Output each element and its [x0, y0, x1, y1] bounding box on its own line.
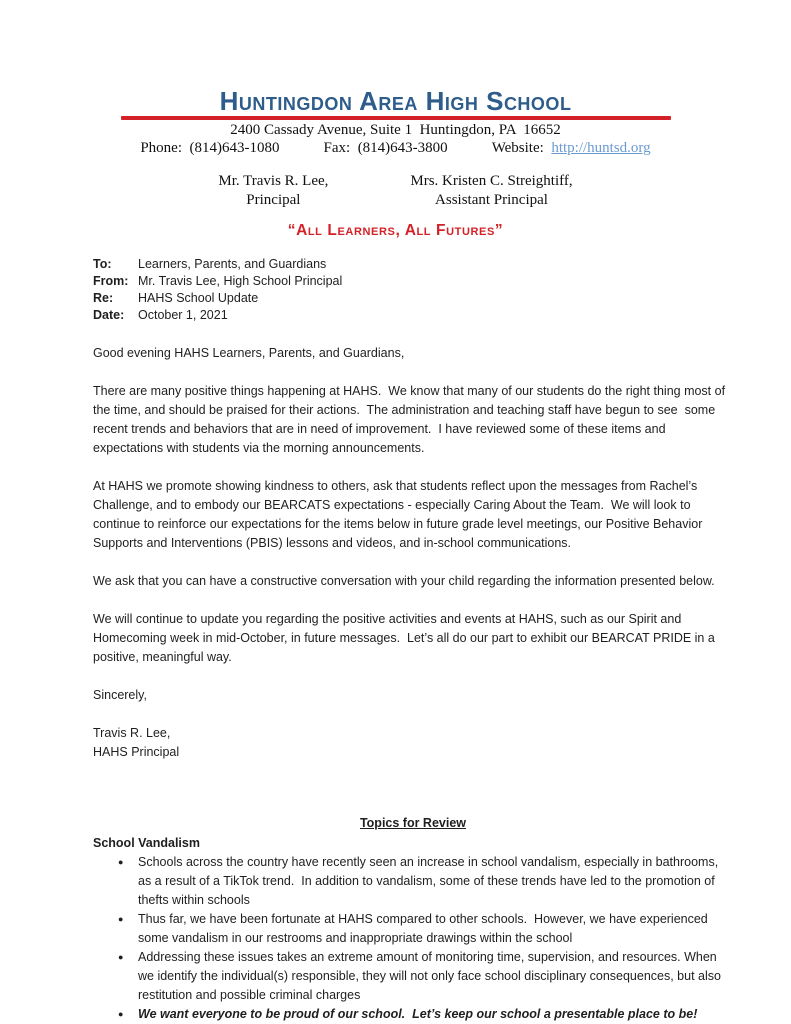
school-address: 2400 Cassady Avenue, Suite 1 Huntingdon, PA 16652	[230, 122, 561, 139]
website-label: Website:	[491, 140, 552, 157]
salutation: Good evening HAHS Learners, Parents, and Guardians,	[93, 345, 405, 360]
closing: Sincerely,	[93, 687, 147, 702]
letter-paragraph-4: We will continue to update you regarding the positive activities and events at HAHS, such as our Spirit and Homecoming week in mid-October, in future messages. Let’s all do our part to exhibit our BEARCAT PRIDE in a positive, meaningful way.	[93, 611, 719, 664]
memo-re-row	[93, 290, 733, 307]
fax-label: Fax:	[323, 140, 358, 157]
bullet-item-emphasis: ● We want everyone to be proud of our school. Let’s keep our school a presentable place to be!	[93, 1005, 733, 1024]
fax-item	[324, 140, 448, 157]
memo-header	[93, 256, 733, 324]
topics-subtitle-school-vandalism: School Vandalism	[93, 835, 200, 850]
memo-date-row	[93, 307, 733, 324]
assistant-principal-title: Assistant Principal	[435, 191, 548, 208]
phone-number: (814)643-1080	[189, 140, 280, 157]
memo-to-row	[93, 256, 733, 273]
memo-date-value: October 1, 2021	[138, 307, 228, 322]
memo-re-label: Re:	[93, 290, 114, 305]
letterhead	[58, 88, 733, 240]
memo-re-value: HAHS School Update	[138, 290, 259, 305]
memo-from-value: Mr. Travis Lee, High School Principal	[138, 273, 343, 288]
memo-to-label: To:	[93, 256, 112, 271]
topics-section	[93, 814, 733, 1024]
memo-from-row	[93, 273, 733, 290]
website-link[interactable]: http://huntsd.org	[551, 140, 651, 157]
fax-number: (814)643-3800	[357, 140, 448, 157]
bullet-item-3: ● Addressing these issues takes an extreme amount of monitoring time, supervision, and resources. When we identify the individual(s) responsible, they will not only face school disciplinary consequences, but also restitution and possible criminal charges	[93, 948, 733, 1005]
website-item	[492, 140, 651, 157]
red-divider-rule	[121, 116, 671, 120]
memo-to-value: Learners, Parents, and Guardians	[138, 256, 327, 271]
bullet-item-1: ● Schools across the country have recently seen an increase in school vandalism, especially in bathrooms, as a result of a TikTok trend. In addition to vandalism, some of these trends have led to the promotion of thefts within schools	[93, 853, 733, 910]
principal-name: Mr. Travis R. Lee,	[218, 173, 329, 190]
memo-date-label: Date:	[93, 307, 125, 322]
school-motto: “All Learners, All Futures”	[287, 221, 504, 239]
signature-title: HAHS Principal	[93, 744, 180, 759]
signature-name: Travis R. Lee,	[93, 725, 171, 740]
topics-heading: Topics for Review	[359, 815, 467, 830]
letter-body	[93, 344, 733, 762]
signature-block	[93, 724, 733, 762]
phone-item	[140, 140, 279, 157]
principal-title: Principal	[246, 191, 301, 208]
letter-paragraph-1: There are many positive things happening at HAHS. We know that many of our students do the right thing most of the time, and should be praised for their actions. The administration and teaching staff have begun to see some recent trends and behaviors that are in need of improvement. I have reviewed some of these items and expectations with students via the morning announcements.	[93, 383, 729, 455]
vandalism-bullet-list	[93, 853, 733, 1024]
school-name-title: Huntingdon Area High School	[219, 86, 572, 116]
letter-paragraph-3: We ask that you can have a constructive conversation with your child regarding the information presented below.	[93, 573, 715, 588]
contact-line	[58, 140, 733, 157]
administrators-row	[58, 172, 733, 209]
assistant-principal-name: Mrs. Kristen C. Streightiff,	[410, 173, 573, 190]
bullet-item-2: ● Thus far, we have been fortunate at HAHS compared to other schools. However, we have experienced some vandalism in our restrooms and inappropriate drawings within the school	[93, 910, 733, 948]
letter-paragraph-2: At HAHS we promote showing kindness to others, ask that students reflect upon the messages from Rachel’s Challenge, and to embody our BEARCATS expectations - especially Caring About the Team. We will look to continue to reinforce our expectations for the items below in future grade level meetings, our Positive Behavior Supports and Interventions (PBIS) lessons and videos, and in-school communications.	[93, 478, 706, 550]
assistant-principal-block	[410, 172, 572, 209]
phone-label: Phone:	[140, 140, 190, 157]
memo-from-label: From:	[93, 273, 129, 288]
principal-block	[218, 172, 328, 209]
